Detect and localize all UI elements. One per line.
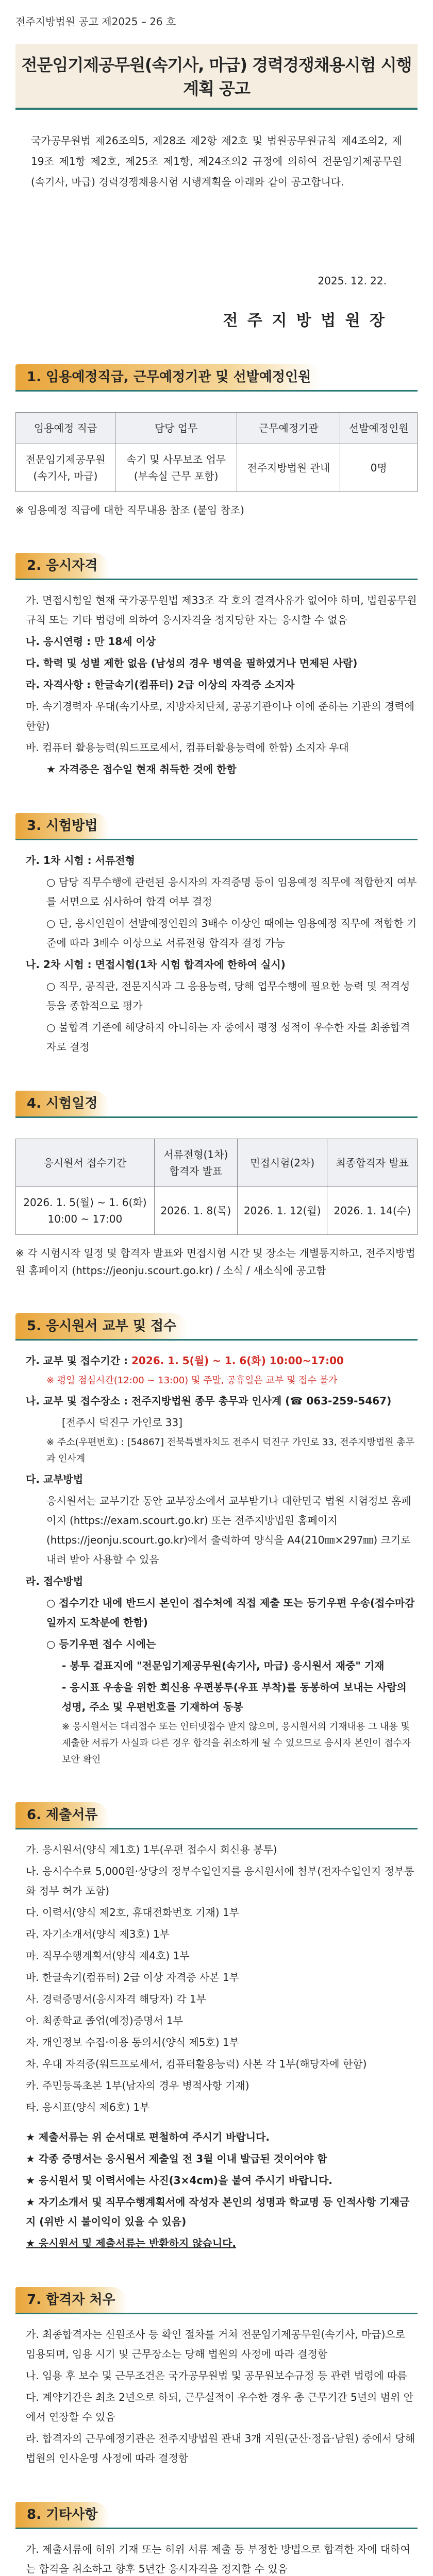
exam-stage-detail: ○ 불합격 기준에 해당하지 아니하는 자 중에서 평정 성적이 우수한 자를 최종합격자로 결정	[46, 1021, 410, 1053]
submission-method-subitem: - 봉투 겉표지에 "전문임기제공무원(속기사, 마급) 응시원서 재중" 기재	[62, 1659, 385, 1672]
section-header-4	[15, 1088, 418, 1118]
exam-stage-detail: ○ 단, 응시인원이 선발예정인원의 3배수 이상인 때에는 임용예정 직무에 적합한 기준에 따라 3배수 이상으로 서류전형 합격자 결정 가능	[46, 917, 417, 949]
eligibility-item: 나. 응시연령 : 만 18세 이상	[26, 635, 156, 648]
document-item: 사. 경력증명서(응시자격 해당자) 각 1부	[26, 1993, 206, 2005]
document-item: 라. 자기소개서(양식 제3호) 1부	[26, 1928, 170, 1940]
section-header-1	[15, 361, 418, 392]
document-item: 차. 우대 자격증(워드프로세서, 컴퓨터활용능력) 사본 각 1부(해당자에 한함)	[26, 2058, 367, 2070]
document-item: 자. 개인정보 수집·이용 동의서(양식 제5호) 1부	[26, 2036, 239, 2048]
application-place: 나. 교부 및 접수장소 : 전주지방법원 종무 총무과 인사계 (☎ 063-259-5467)	[26, 1395, 392, 1407]
misc-block	[15, 2539, 418, 2576]
section-header-8	[15, 2499, 418, 2529]
document-item: 카. 주민등록초본 1부(남자의 경우 병적사항 기재)	[26, 2079, 249, 2092]
table-header-cell: 응시원서 접수기간	[16, 1139, 155, 1187]
table-row	[16, 444, 418, 492]
document-item: 나. 응시수수료 5,000원·상당의 정부수입인지를 응시원서에 첨부(전자수입인지 정부통화 정부 허가 포함)	[26, 1865, 414, 1897]
schedule-note: ※ 각 시험시작 일정 및 합격자 발표와 면접시험 시간 및 장소는 개별통지하고, 전주지방법원 홈페이지 (https://jeonju.scourt.go.kr) / 소식 / 새소식에 공고함	[15, 1247, 415, 1277]
positions-table	[15, 412, 418, 492]
eligibility-item: 라. 자격사항 : 한글속기(컴퓨터) 2급 이상의 자격증 소지자	[26, 679, 295, 691]
table-header-row	[16, 413, 418, 444]
application-period-value: 2026. 1. 5(월) ~ 1. 6(화) 10:00~17:00	[131, 1354, 344, 1367]
section-title: 2. 응시자격	[15, 553, 109, 579]
distribution-method-detail: 응시원서는 교부기간 동안 교부장소에서 교부받거나 대한민국 법원 시험정보 홈페이지 (https://exam.scourt.go.kr) 또는 전주지방법원 홈페이지 (https://jeonju.scourt.go.kr)에서 출력하여 양식을 A4(210㎜×297㎜) 크기로 내려 받아 사용할 수 있음	[46, 1495, 411, 1566]
section-title: 5. 응시원서 교부 및 접수	[15, 1313, 188, 1339]
table-cell: 2026. 1. 5(월) ~ 1. 6(화) 10:00 ~ 17:00	[16, 1187, 155, 1235]
eligibility-item: 바. 컴퓨터 활용능력(워드프로세서, 컴퓨터활용능력에 한함) 소지자 우대	[26, 741, 349, 754]
table-header-cell: 선발예정인원	[340, 413, 418, 444]
application-period	[15, 1351, 418, 1370]
treatment-item: 라. 합격자의 근무예정기관은 전주지방법원 관내 3개 지원(군산·정읍·남원) 중에서 당해 법원의 인사운영 사정에 따라 결정함	[26, 2432, 415, 2464]
table-cell: 2026. 1. 8(목)	[154, 1187, 237, 1235]
section-header-2	[15, 550, 418, 580]
document-item: 다. 이력서(양식 제2호, 휴대전화번호 기재) 1부	[26, 1906, 239, 1919]
document-star-note: ★ 제출서류는 위 순서대로 편철하여 주시기 바랍니다.	[26, 2131, 270, 2143]
section-title: 6. 제출서류	[15, 1802, 109, 1828]
section-header-3	[15, 810, 418, 840]
section-header-5	[15, 1310, 418, 1341]
document-item: 아. 최종학교 졸업(예정)증명서 1부	[26, 2014, 183, 2027]
table-header-cell: 면접시험(2차)	[237, 1139, 327, 1187]
schedule-table	[15, 1139, 418, 1235]
documents-block	[15, 1840, 418, 2253]
document-star-note: ★ 각종 증명서는 응시원서 제출일 전 3월 이내 발급된 것이어야 함	[26, 2153, 327, 2165]
document-star-note: ★ 자기소개서 및 직무수행계획서에 작성자 본인의 성명과 학교명 등 인적사항 기재금지 (위반 시 불이익이 있을 수 있음)	[26, 2196, 410, 2228]
table-cell: 전문임기제공무원 (속기사, 마급)	[16, 444, 115, 492]
document-star-note: ★ 응시원서 및 제출서류는 반환하지 않습니다.	[26, 2237, 237, 2249]
distribution-method-title: 다. 교부방법	[26, 1473, 84, 1485]
application-period-note: ※ 평일 점심시간(12:00 ~ 13:00) 및 주말, 공휴일은 교부 및 접수 불가	[46, 1375, 338, 1386]
treatment-item: 가. 최종합격자는 신원조사 등 확인 절차를 거쳐 전문임기제공무원(속기사, 마급)으로 임용되며, 임용 시기 및 근무장소는 당해 법원의 사정에 따라 결정함	[26, 2328, 406, 2360]
section-title: 7. 합격자 처우	[15, 2287, 127, 2313]
table-cell: 2026. 1. 12(월)	[237, 1187, 327, 1235]
table-row	[16, 1187, 418, 1235]
notice-date: 2025. 12. 22.	[318, 275, 387, 287]
application-address-note: ※ 주소(우편번호) : [54867] 전북특별자치도 전주시 덕진구 가인로 33, 전주지방법원 총무과 인사계	[46, 1437, 414, 1464]
section-title: 3. 시험방법	[15, 813, 109, 839]
page-title: 전문임기제공무원(속기사, 마급) 경력경쟁채용시험 시행계획 공고	[15, 44, 418, 110]
misc-item: 가. 제출서류에 허위 기재 또는 허위 서류 제출 등 부정한 방법으로 합격한 자에 대하여는 합격을 취소하고 향후 5년간 응시자격을 정지할 수 있음	[26, 2543, 410, 2575]
table-header-cell: 근무예정기관	[237, 413, 340, 444]
section-title: 1. 임용예정직급, 근무예정기관 및 선발예정인원	[15, 364, 322, 390]
section-title: 4. 시험일정	[15, 1091, 109, 1116]
table-cell: 0명	[340, 444, 418, 492]
document-item: 타. 응시표(양식 제6호) 1부	[26, 2101, 150, 2113]
table-header-cell: 임용예정 직급	[16, 413, 115, 444]
exam-stage-detail: ○ 담당 직무수행에 관련된 응시자의 자격증명 등이 임용예정 직무에 적합한지 여부를 서면으로 심사하여 합격 여부 결정	[46, 876, 417, 908]
section-header-7	[15, 2284, 418, 2314]
application-address: [전주시 덕진구 가인로 33]	[62, 1416, 183, 1429]
document-item: 마. 직무수행계획서(양식 제4호) 1부	[26, 1950, 190, 1962]
eligibility-item: 가. 면접시험일 현재 국가공무원법 제33조 각 호의 결격사유가 없어야 하며, 법원공무원규칙 또는 기타 법령에 의하여 응시자격을 정지당한 자는 응시할 수 없음	[26, 594, 417, 626]
submission-method-note: ※ 응시원서는 대리접수 또는 인터넷접수 받지 않으며, 응시원서의 기재내용 그 내용 및 제출한 서류가 사실과 다른 경우 합격을 취소하게 될 수 있으므로 응시자 본인이 접수자 보안 확인	[62, 1721, 411, 1765]
table-cell: 전주지방법원 관내	[237, 444, 340, 492]
exam-method-block	[15, 851, 418, 1057]
document-item: 바. 한글속기(컴퓨터) 2급 이상 자격증 사본 1부	[26, 1971, 239, 1984]
application-block	[15, 1351, 418, 1768]
table-cell: 속기 및 사무보조 업무 (부속실 근무 포함)	[115, 444, 237, 492]
table-note: ※ 임용예정 직급에 대한 직무내용 참조 (붙임 참조)	[15, 504, 244, 516]
submission-method-item: ○ 등기우편 접수 시에는	[46, 1638, 156, 1650]
document-item: 가. 응시원서(양식 제1호) 1부(우편 접수시 회신용 봉투)	[26, 1843, 277, 1856]
table-header-cell: 서류전형(1차) 합격자 발표	[154, 1139, 237, 1187]
table-header-cell: 최종합격자 발표	[327, 1139, 418, 1187]
eligibility-block	[15, 590, 418, 779]
section-title: 8. 기타사항	[15, 2502, 109, 2528]
submission-method-subitem: - 응시표 우송을 위한 회신용 우편봉투(우표 부착)를 동봉하여 보내는 사람의 성명, 주소 및 우편번호를 기재하여 동봉	[62, 1681, 407, 1713]
exam-stage: 나. 2차 시험 : 면접시험(1차 시험 합격자에 한하여 실시)	[26, 958, 286, 971]
treatment-block	[15, 2325, 418, 2468]
treatment-item: 나. 임용 후 보수 및 근무조건은 국가공무원법 및 공무원보수규정 등 관련 법령에 따름	[26, 2369, 407, 2382]
section-header-6	[15, 1799, 418, 1829]
submission-method-item: ○ 접수기간 내에 반드시 본인이 접수처에 직접 제출 또는 등기우편 우송(접수마감일까지 도착분에 한함)	[46, 1597, 415, 1629]
eligibility-item: 다. 학력 및 성별 제한 없음 (남성의 경우 병역을 필하였거나 면제된 사람)	[26, 657, 358, 669]
application-period-label: 가. 교부 및 접수기간 :	[26, 1354, 128, 1367]
table-header-row	[16, 1139, 418, 1187]
exam-stage: 가. 1차 시험 : 서류전형	[26, 854, 135, 867]
eligibility-star-note: ★ 자격증은 접수일 현재 취득한 것에 한함	[46, 763, 237, 775]
notice-number: 전주지방법원 공고 제2025 – 26 호	[15, 15, 176, 28]
table-cell: 2026. 1. 14(수)	[327, 1187, 418, 1235]
table-header-cell: 담당 업무	[115, 413, 237, 444]
treatment-item: 다. 계약기간은 최초 2년으로 하되, 근무실적이 우수한 경우 총 근무기간 5년의 범위 안에서 연장할 수 있음	[26, 2391, 414, 2423]
document-star-note: ★ 응시원서 및 이력서에는 사진(3×4cm)을 붙여 주시기 바랍니다.	[26, 2174, 332, 2187]
eligibility-item: 마. 속기경력자 우대(속기사로, 지방자치단체, 공공기관이나 이에 준하는 기관의 경력에 한함)	[26, 700, 414, 732]
submission-method-title: 라. 접수방법	[26, 1575, 84, 1587]
intro-paragraph: 국가공무원법 제26조의5, 제28조 제2항 제2호 및 법원공무원규칙 제4조의2, 제19조 제1항 제2호, 제25조 제1항, 제24조의2 규정에 의하여 전문임기제공무원(속기사, 마급) 경력경쟁채용시험 시행계획을 아래와 같이 공고합니다.	[31, 134, 402, 188]
exam-stage-detail: ○ 직무, 공직관, 전문지식과 그 응용능력, 당해 업무수행에 필요한 능력 및 적격성 등을 종합적으로 평가	[46, 980, 410, 1012]
signer: 전 주 지 방 법 원 장	[223, 312, 387, 330]
